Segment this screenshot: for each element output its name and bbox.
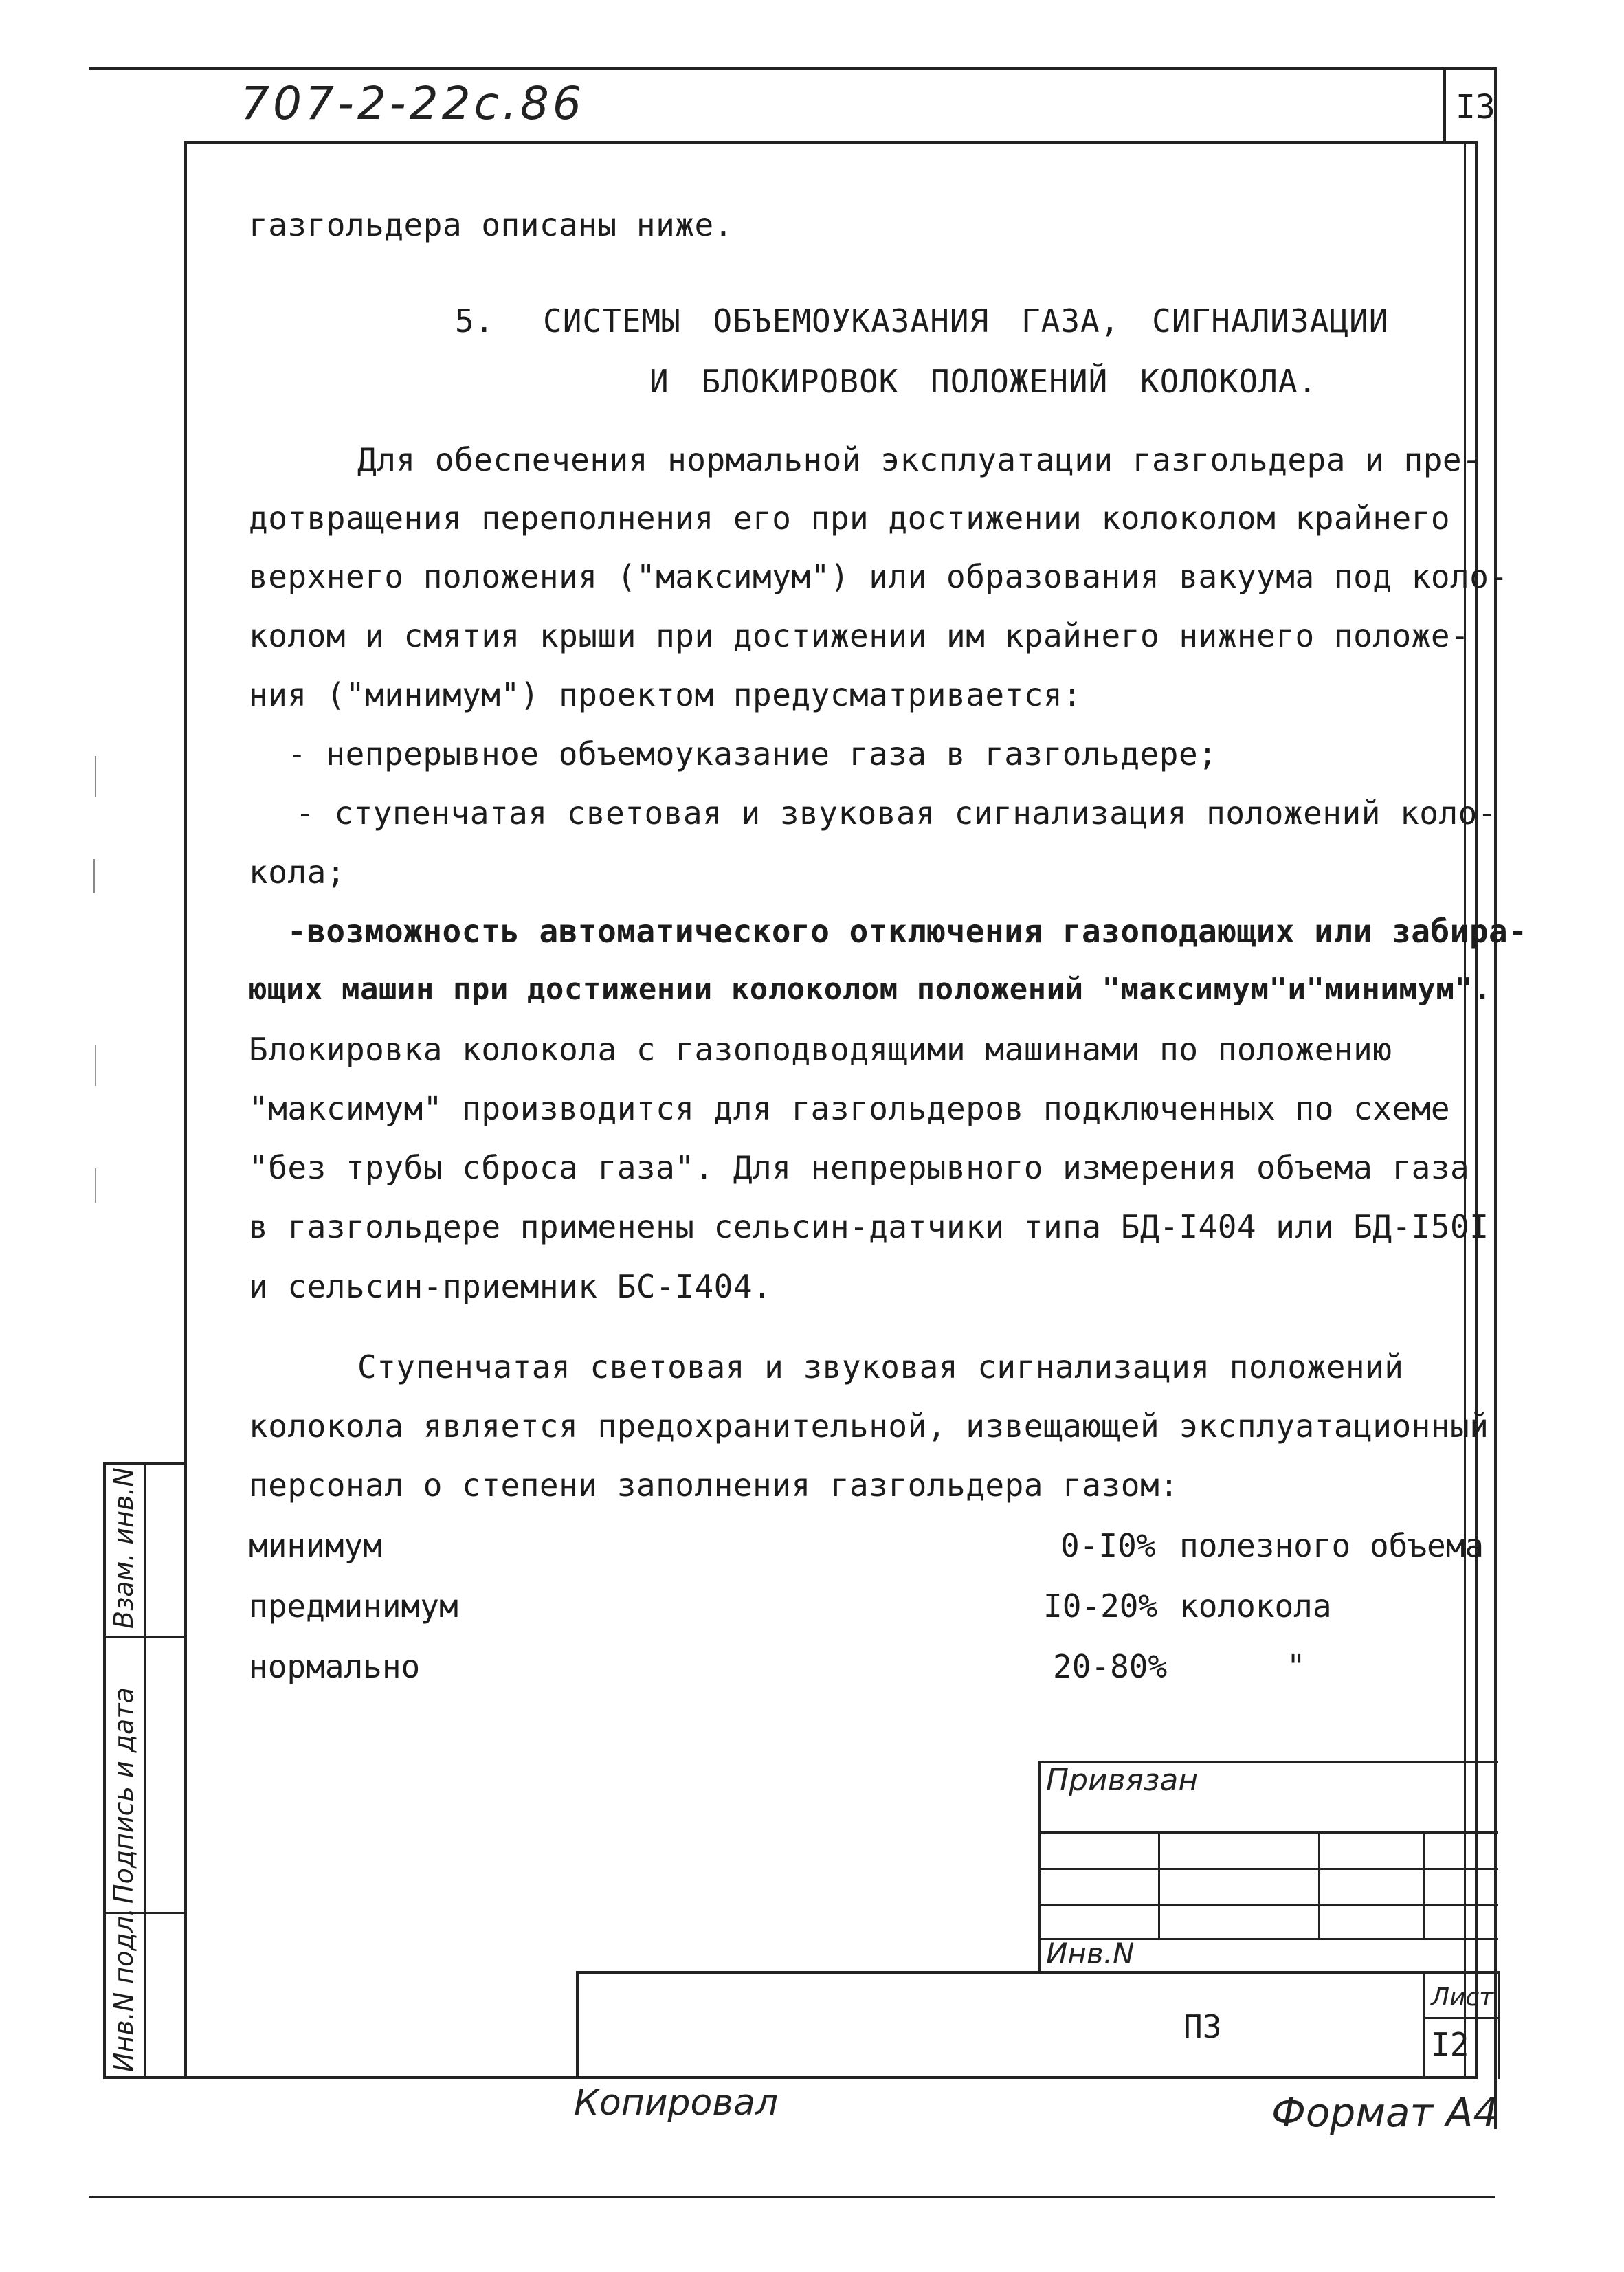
paragraph-line: "без трубы сброса газа". Для непрерывного измерения объема газа xyxy=(249,1149,1470,1186)
paragraph-line: и сельсин-приемник БС-I404. xyxy=(249,1268,772,1305)
stamp-grid-line xyxy=(1158,1831,1160,1938)
bullet-signalling-cont: кола; xyxy=(249,854,346,891)
paragraph-line: колокола является предохранительной, извещающей эксплуатационный xyxy=(249,1407,1489,1445)
bullet-auto-shutoff-cont: ющих машин при достижении колоколом положений "максимум"и"минимум". xyxy=(249,972,1492,1007)
page-number: I3 xyxy=(1456,88,1495,126)
paragraph-line: колом и смятия крыши при достижении им крайнего нижнего положе- xyxy=(249,617,1470,654)
margin-label-signature-date: Подпись и дата xyxy=(109,1687,139,1904)
level-note: колокола xyxy=(1179,1588,1332,1625)
level-note: " xyxy=(1287,1648,1306,1685)
level-range: 0-I0% xyxy=(1060,1527,1156,1564)
sheet-column-line xyxy=(1423,1971,1425,2079)
stamp-grid-line xyxy=(1318,1831,1320,1938)
intro-line: газгольдера описаны ниже. xyxy=(249,206,733,243)
paragraph-line: Блокировка колокола с газоподводящими машинами по положению xyxy=(249,1031,1392,1068)
paragraph-line: дотвращения переполнения его при достижении колоколом крайнего xyxy=(249,500,1451,537)
level-name: минимум xyxy=(249,1527,382,1564)
bullet-auto-shutoff: -возможность автоматического отключения газоподающих или забира- xyxy=(287,913,1528,950)
scan-mark xyxy=(95,1045,96,1086)
bullet-volume-indication: - непрерывное объемоуказание газа в газгольдере; xyxy=(287,735,1218,772)
inv-number-label: Инв.N xyxy=(1046,1937,1135,1970)
margin-label-replacement-inv: Взам. инв.N xyxy=(109,1467,139,1629)
level-range: I0-20% xyxy=(1043,1588,1158,1625)
level-name: нормально xyxy=(249,1648,421,1685)
stamp-grid-line xyxy=(1423,1831,1425,1938)
title-block xyxy=(576,1971,1500,2079)
sheet-label: Лист xyxy=(1431,1983,1494,2012)
level-range: 20-80% xyxy=(1053,1648,1168,1685)
paragraph-line: Ступенчатая световая и звуковая сигнализация положений xyxy=(357,1348,1404,1385)
binding-label: Привязан xyxy=(1046,1763,1199,1798)
stamp-grid-line xyxy=(1038,1831,1498,1834)
top-border-line xyxy=(89,67,1495,70)
paragraph-line: персонал о степени заполнения газгольдера газом: xyxy=(249,1467,1179,1504)
sheet-number: I2 xyxy=(1431,2026,1469,2063)
scan-mark xyxy=(93,859,95,893)
paragraph-line: ния ("минимум") проектом предусматривается: xyxy=(249,676,1082,713)
section-heading-line1: СИСТЕМЫ ОБЪЕМОУКАЗАНИЯ ГАЗА, СИГНАЛИЗАЦИИ xyxy=(543,302,1389,339)
level-note: полезного объема xyxy=(1179,1527,1484,1564)
paragraph-line: верхнего положения ("максимум") или образования вакуума под коло- xyxy=(249,558,1509,595)
bullet-signalling: - ступенчатая световая и звуковая сигнализация положений коло- xyxy=(296,794,1498,832)
sheet-label-line xyxy=(1423,2017,1498,2019)
paragraph-line: в газгольдере применены сельсин-датчики типа БД-I404 или БД-I50I xyxy=(249,1208,1489,1245)
scan-mark xyxy=(95,756,96,797)
stamp-grid-line xyxy=(1038,1868,1498,1870)
doc-code: 707-2-22с.86 xyxy=(241,77,585,130)
margin-label-inv-original: Инв.N подл. xyxy=(109,1908,139,2072)
margin-strip-divider xyxy=(144,1462,146,2079)
stamp-grid-line xyxy=(1038,1904,1498,1906)
bottom-sheet-line xyxy=(89,2196,1495,2198)
document-type: ПЗ xyxy=(1183,2008,1222,2045)
copied-by-label: Копировал xyxy=(574,2082,779,2124)
paragraph-line: "максимум" производится для газгольдеров подключенных по схеме xyxy=(249,1090,1451,1127)
paragraph-line: Для обеспечения нормальной эксплуатации газгольдера и пре- xyxy=(357,441,1482,478)
section-number: 5. xyxy=(455,302,495,339)
level-name: предминимум xyxy=(249,1588,458,1625)
scan-mark xyxy=(95,1168,96,1203)
format-label: Формат А4 xyxy=(1271,2089,1499,2136)
section-heading-line2: И БЛОКИРОВОК ПОЛОЖЕНИЙ КОЛОКОЛА. xyxy=(649,363,1318,400)
margin-strip-line xyxy=(103,1636,184,1638)
